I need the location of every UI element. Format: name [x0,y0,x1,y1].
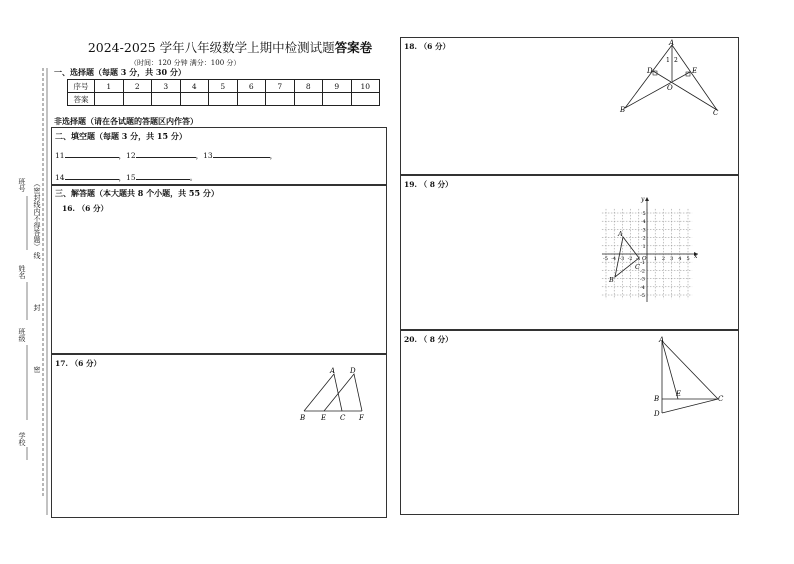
q16-label: 16. （6 分） [62,204,108,213]
title-main: 2024-2025 学年八年级数学上期中检测试题 [87,40,335,55]
binding-mi: 密 [33,366,41,373]
fig18-label-1: 1 [666,57,670,64]
y-axis-label: y [641,196,645,203]
x-tick-label: 2 [661,256,666,262]
q13-blank[interactable] [213,148,270,158]
binding-school: 学校 [18,432,26,446]
y-tick-label: -3 [640,276,645,283]
x-tick-label: -1 [635,256,641,262]
y-tick-label: -4 [640,284,645,291]
q19-grid-figure [598,192,704,304]
answer-cell-10[interactable] [351,93,380,106]
answer-cell-8[interactable] [294,93,323,106]
num-cell: 2 [123,80,152,93]
num-cell: 3 [152,80,181,93]
num-cell: 8 [294,80,323,93]
answer-cell-5[interactable] [209,93,238,106]
q18-label: 18. （6 分） [404,42,450,51]
q11-blank[interactable] [65,148,119,158]
x-axis-label: x [694,253,698,260]
origin-label: O [642,256,647,262]
fig18-label-C: C [713,109,719,117]
binding-name: 姓名 [18,265,26,279]
binding-class: 班级 [18,328,26,342]
y-tick-label: 4 [642,219,646,226]
section1-heading: 一、选择题（每题 3 分，共 30 分） [54,67,186,77]
num-cell: 5 [209,80,238,93]
row-label-number: 序号 [68,80,95,93]
fill-line-2 [55,170,197,183]
exam-subtitle: （时间：120 分钟 满分：100 分） [130,59,241,67]
fig17-label-F: F [359,414,364,422]
solve-box [51,184,387,355]
q15-blank[interactable] [136,170,190,180]
num-cell: 1 [95,80,124,93]
fig18-label-A: A [669,39,675,47]
fig18-label-E: E [692,67,698,75]
fig20-label-A: A [659,336,665,344]
page-title [60,38,400,56]
q14-label: 14 [55,173,65,182]
binding-feng: 封 [33,304,41,311]
fig18-label-2: 2 [674,57,678,64]
fig18-label-O: O [667,84,673,92]
fig17-label-C: C [340,414,346,422]
section2-heading: 二、填空题（每题 3 分，共 15 分） [55,131,187,141]
num-cell: 10 [351,80,380,93]
section3-heading: 三、解答题（本大题共 8 个小题，共 55 分） [55,188,219,198]
answer-table [67,79,380,106]
q17-label: 17. （6 分） [55,359,101,368]
x-tick-label: 3 [670,256,674,262]
x-tick-label: -2 [627,256,633,262]
period: 。 [189,173,198,182]
fig17-label-B: B [300,414,306,422]
fig18-label-B: B [620,106,626,114]
x-tick-label: -3 [619,256,625,262]
x-tick-label: 5 [686,256,690,262]
x-tick-label: -4 [611,256,617,262]
binding-student-id: 班号 [18,178,26,192]
row-label-answer: 答案 [68,93,95,106]
fig19-label-B: B [609,276,614,284]
fig17-label-D: D [350,367,356,375]
answer-cell-7[interactable] [266,93,295,106]
fig20-label-C: C [718,395,724,403]
y-tick-label: 1 [642,243,646,250]
y-tick-label: -2 [640,268,645,275]
fig17-label-E: E [321,414,327,422]
q15-label: ，15 [118,173,136,182]
comma-1: ， [269,151,278,160]
q19-label: 19. （ 8 分） [404,180,453,189]
fig20-label-B: B [654,395,660,403]
num-cell: 7 [266,80,295,93]
answer-cell-1[interactable] [95,93,124,106]
fig18-label-D: D [647,67,653,75]
x-tick-label: 1 [653,256,657,262]
q18-figure [615,38,730,118]
binding-xian: 线 [33,252,41,259]
fig19-label-A: A [618,230,623,238]
q12-blank[interactable] [136,148,196,158]
y-axis-arrow [645,197,649,201]
q20-figure [648,333,733,423]
x-tick-label: -5 [603,256,608,262]
q13-label: ，13 [195,151,213,160]
y-tick-label: 2 [642,235,646,242]
num-cell: 9 [323,80,352,93]
answer-cell-9[interactable] [323,93,352,106]
y-tick-label: -1 [640,260,645,267]
answer-cell-4[interactable] [180,93,209,106]
q20-label: 20. （ 8 分） [404,335,453,344]
q17-figure [295,365,370,425]
binding-line-note: （密封线内不得答题） [33,180,41,250]
fill-blank-box [51,127,387,186]
fig19-label-C: C [635,263,640,271]
fig20-label-D: D [654,410,660,418]
fig20-label-E: E [676,390,682,398]
y-tick-label: 5 [642,211,646,217]
answer-cell-6[interactable] [237,93,266,106]
q11-label: 11 [55,151,65,160]
y-tick-label: 3 [642,227,646,234]
y-tick-label: -5 [640,293,645,299]
x-tick-label: 4 [678,256,682,262]
num-cell: 4 [180,80,209,93]
tick-labels [603,211,690,299]
nonchoice-heading: 非选择题（请在各试题的答题区内作答） [54,116,198,126]
q12-label: ，12 [118,151,136,160]
num-cell: 6 [237,80,266,93]
q14-blank[interactable] [65,170,119,180]
answer-cell-2[interactable] [123,93,152,106]
fill-line-1 [55,148,277,161]
answer-cell-3[interactable] [152,93,181,106]
title-tail: 答案卷 [334,40,373,55]
fig17-label-A: A [330,367,336,375]
